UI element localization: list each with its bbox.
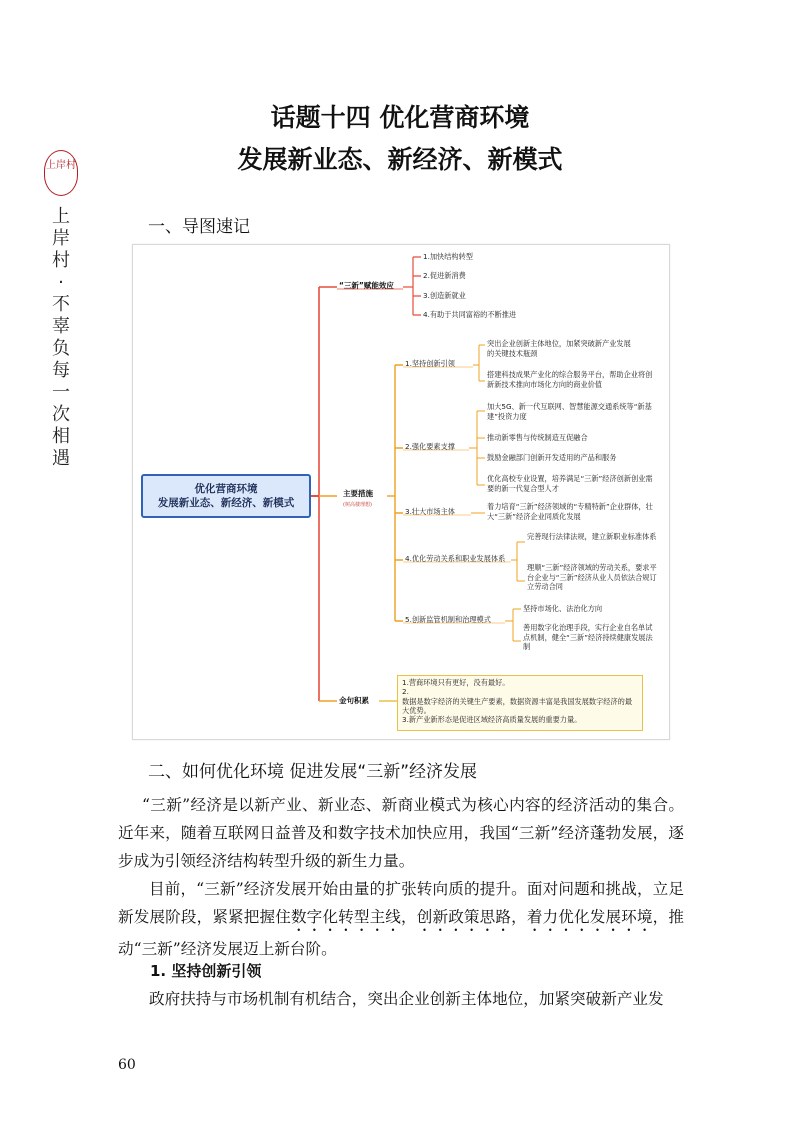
sub-label-factors: 2.强化要素支撑 xyxy=(405,442,455,451)
sub-label-market: 3.壮大市场主体 xyxy=(405,507,455,516)
branch1-item: 4.有助于共同富裕的不断推进 xyxy=(423,310,517,319)
sub-label-innovation: 1.坚持创新引领 xyxy=(405,359,455,368)
paragraph-2: 目前，“三新”经济发展开始由量的扩张转向质的提升。面对问题和挑战，立足新发展阶段，紧紧把握住数字化转型主线，创新政策思路，着力优化发展环境，推动“三新”经济发展迈上新台阶。 xyxy=(118,880,684,958)
branch-label-measures: 主要措施 xyxy=(343,489,373,498)
sub-item: 坚持市场化、法治化方向 xyxy=(523,604,603,613)
section-heading-2: 二、如何优化环境 促进发展“三新”经济发展 xyxy=(148,762,478,782)
branch1-item: 1.加快结构转型 xyxy=(423,252,473,261)
sub-item: 优化高校专业设置，培养满足“三新”经济创新创业需要的新一代复合型人才 xyxy=(487,474,653,493)
logo-seal: 上岸村 xyxy=(44,150,78,196)
section-heading-1: 一、导图速记 xyxy=(148,217,250,237)
sub-item: 鼓励金融部门创新开发适用的产品和服务 xyxy=(487,453,617,462)
emphasis-text: 数字化转型主线 xyxy=(290,908,402,926)
page-title-line1: 话题十四 优化营商环境 xyxy=(270,103,530,132)
page-number: 60 xyxy=(118,1057,136,1073)
branch-tag: (树高楼理想) xyxy=(343,502,372,508)
branch-label-quotes: 金句积累 xyxy=(339,696,369,705)
paragraph-3: 政府扶持与市场机制有机结合，突出企业创新主体地位，加紧突破新产业发 xyxy=(149,990,664,1008)
subheading-innovation: 1. 坚持创新引领 xyxy=(150,962,262,980)
branch1-item: 2.促进新消费 xyxy=(423,271,466,280)
quote-box: 1.营商环境只有更好，没有最好。 2. 数据是数字经济的关键生产要素，数据资源丰富是我国发展数字经济的最大优势。 3.新产业新形态是促进区域经济高质量发展的重要力量。 xyxy=(397,675,643,731)
page-title-line2: 发展新业态、新经济、新模式 xyxy=(237,145,563,174)
sub-item: 理顺“三新”经济领域的劳动关系，要求平台企业与“三新”经济从业人员依法合规订立劳动合同 xyxy=(527,563,657,591)
branch1-item: 3.创造新就业 xyxy=(423,291,466,300)
sub-label-labor: 4.优化劳动关系和职业发展体系 xyxy=(405,554,506,563)
paragraph-1: “三新”经济是以新产业、新业态、新商业模式为核心内容的经济活动的集合。近年来，随着互联网日益普及和数字技术加快应用，我国“三新”经济蓬勃发展，逐步成为引领经济结构转型升级的新生力量。 xyxy=(118,796,684,870)
emphasis-text: 创新政策思路 xyxy=(416,908,512,926)
sub-item: 搭建科技成果产业化的综合服务平台，帮助企业将创新新技术推向市场化方向的商业价值 xyxy=(487,370,653,389)
mind-map xyxy=(132,244,670,740)
sub-item: 突出企业创新主体地位，加紧突破新产业发展的关键技术瓶颈 xyxy=(487,339,631,358)
mind-map-root: 优化营商环境 发展新业态、新经济、新模式 xyxy=(141,474,311,518)
sub-label-regulation: 5.创新监管机制和治理模式 xyxy=(405,615,491,624)
sub-item: 推动新零售与传统制造互促融合 xyxy=(487,433,588,442)
sub-item: 加大5G、新一代互联网、智慧能源交通系统等“新基建”投资力度 xyxy=(487,402,652,421)
sub-item: 着力培育“三新”经济领域的“专精特新”企业群体，壮大“三新”经济企业同质化发展 xyxy=(487,502,653,521)
branch-label-effects: “三新”赋能效应 xyxy=(339,281,394,290)
sub-item: 完善现行法律法规，建立新职业标准体系 xyxy=(527,532,657,541)
sub-item: 善用数字化治理手段，实行企业自名单试点机制，健全“三新”经济持续健康发展法制 xyxy=(523,623,653,651)
emphasis-text: 着力优化发展环境 xyxy=(526,908,653,926)
side-slogan: 上岸村·不辜负每一次相遇 xyxy=(52,206,70,469)
